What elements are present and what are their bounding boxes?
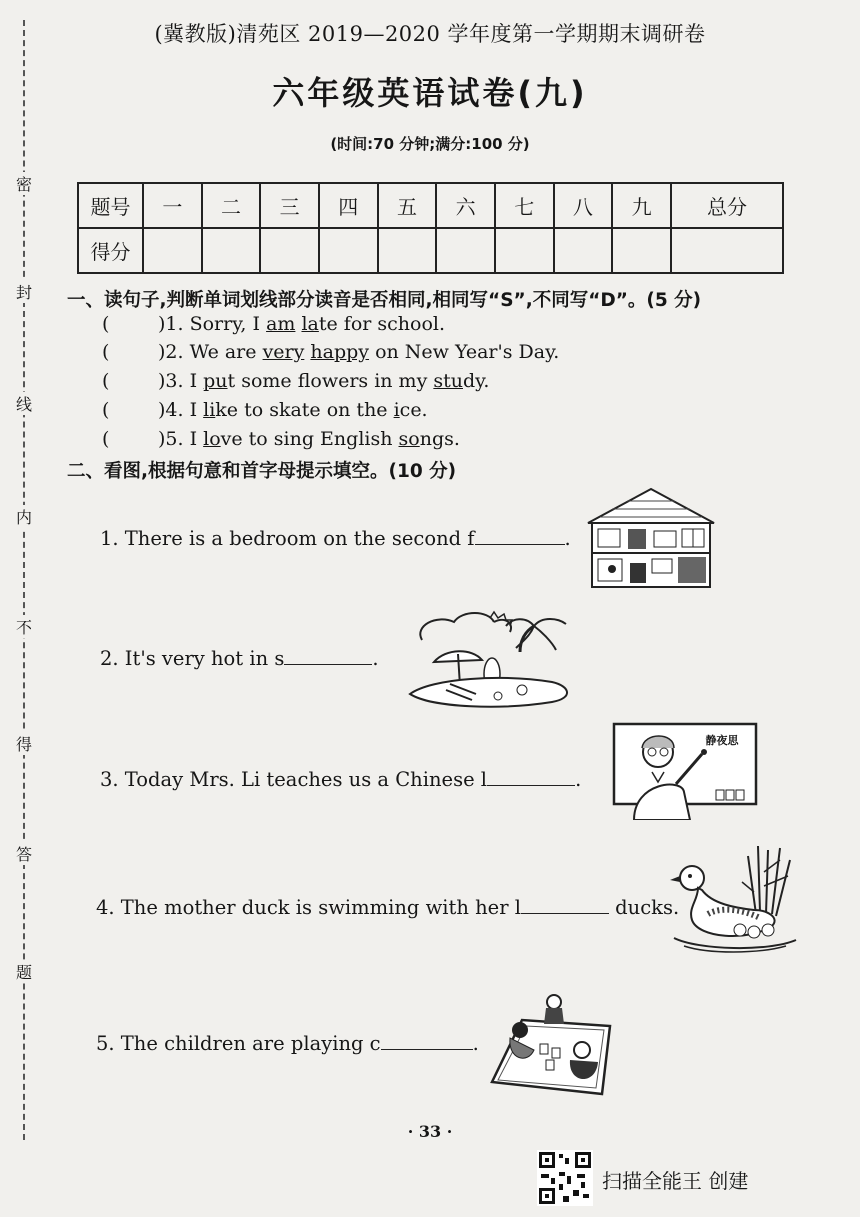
underlined-word: happy bbox=[310, 341, 370, 363]
score-cell-label: 得分 bbox=[78, 228, 143, 273]
score-input-cell[interactable] bbox=[319, 228, 378, 273]
binding-char: 得 bbox=[12, 732, 36, 755]
underlined-word: am bbox=[266, 313, 296, 335]
binding-char: 封 bbox=[12, 280, 36, 303]
children-playing-cards-image bbox=[488, 990, 612, 1098]
question-number: )2. bbox=[158, 341, 184, 363]
scanner-watermark bbox=[537, 1150, 837, 1206]
chinese-lesson-image bbox=[612, 722, 758, 820]
score-input-cell[interactable] bbox=[612, 228, 671, 273]
score-cell-header: 一 bbox=[143, 183, 202, 228]
question-text: 1. There is a bedroom on the second f bbox=[100, 527, 475, 550]
binding-char: 不 bbox=[12, 615, 36, 638]
question-text: . bbox=[472, 1032, 479, 1055]
section1-title: 一、读句子,判断单词划线部分读音是否相同,相同写“S”,不同写“D”。(5 分) bbox=[67, 290, 702, 311]
page-title: 六年级英语试卷(九) bbox=[272, 74, 588, 112]
qr-code-icon bbox=[537, 1150, 593, 1206]
board-text: 静夜思 bbox=[705, 734, 739, 747]
sentence-text: Sorry, I bbox=[189, 313, 267, 335]
answer-blank[interactable] bbox=[521, 896, 609, 914]
score-cell-header: 总分 bbox=[671, 183, 783, 228]
question-text: . bbox=[372, 647, 379, 670]
answer-paren[interactable]: ( bbox=[102, 428, 110, 450]
s1-question bbox=[102, 313, 445, 335]
fill-question bbox=[96, 896, 679, 919]
sentence-text: I bbox=[189, 399, 204, 421]
score-input-cell[interactable] bbox=[671, 228, 783, 273]
fill-question bbox=[96, 1032, 479, 1055]
question-text: 4. The mother duck is swimming with her l bbox=[96, 896, 521, 919]
score-cell-header: 七 bbox=[495, 183, 554, 228]
question-text: ducks. bbox=[608, 896, 680, 919]
question-text: 3. Today Mrs. Li teaches us a Chinese l bbox=[100, 768, 488, 791]
score-input-cell[interactable] bbox=[260, 228, 319, 273]
fill-question bbox=[100, 768, 581, 791]
sentence-text: I bbox=[189, 428, 204, 450]
score-cell-header: 六 bbox=[436, 183, 495, 228]
score-input-cell[interactable] bbox=[554, 228, 613, 273]
score-cell-header: 八 bbox=[554, 183, 613, 228]
binding-char: 答 bbox=[12, 842, 36, 865]
answer-paren[interactable]: ( bbox=[102, 341, 110, 363]
sentence-text: I bbox=[189, 370, 204, 392]
score-cell-header: 四 bbox=[319, 183, 378, 228]
question-text: 5. The children are playing c bbox=[96, 1032, 381, 1055]
answer-blank[interactable] bbox=[487, 768, 575, 786]
underlined-word: lo bbox=[203, 428, 221, 450]
answer-paren[interactable]: ( bbox=[102, 399, 110, 421]
s1-question bbox=[102, 399, 428, 421]
score-cell-header: 九 bbox=[612, 183, 671, 228]
answer-blank[interactable] bbox=[381, 1032, 473, 1050]
underlined-word: i bbox=[393, 399, 400, 421]
score-table-header-row bbox=[78, 183, 783, 228]
house-floors-image bbox=[582, 485, 720, 591]
question-text: . bbox=[575, 768, 582, 791]
sentence-text: te for school. bbox=[318, 313, 446, 335]
score-table-score-row bbox=[78, 228, 783, 273]
s1-question bbox=[102, 370, 489, 392]
section2-title: 二、看图,根据句意和首字母提示填空。(10 分) bbox=[67, 461, 457, 482]
sentence-text: dy. bbox=[462, 370, 490, 392]
binding-char: 题 bbox=[12, 960, 36, 983]
score-input-cell[interactable] bbox=[378, 228, 437, 273]
sentence-text: on New Year's Day. bbox=[369, 341, 560, 363]
s1-question bbox=[102, 341, 559, 363]
beach-island-image bbox=[402, 602, 582, 710]
answer-paren[interactable]: ( bbox=[102, 313, 110, 335]
score-table bbox=[77, 182, 784, 274]
exam-info: (冀教版)清苑区 2019—2020 学年度第一学期期末调研卷 bbox=[154, 22, 706, 46]
answer-paren[interactable]: ( bbox=[102, 370, 110, 392]
sentence-text: We are bbox=[189, 341, 263, 363]
score-input-cell[interactable] bbox=[495, 228, 554, 273]
s1-question bbox=[102, 428, 460, 450]
sentence-text: ngs. bbox=[419, 428, 460, 450]
sentence-text: ve to sing English bbox=[220, 428, 399, 450]
underlined-word: pu bbox=[203, 370, 228, 392]
question-text: . bbox=[564, 527, 571, 550]
score-input-cell[interactable] bbox=[143, 228, 202, 273]
underlined-word: stu bbox=[433, 370, 463, 392]
binding-char: 内 bbox=[12, 505, 36, 528]
binding-char: 线 bbox=[12, 392, 36, 415]
sentence-text: ce. bbox=[399, 399, 428, 421]
score-cell-header: 二 bbox=[202, 183, 261, 228]
sentence-text: t some flowers in my bbox=[227, 370, 434, 392]
question-number: )4. bbox=[158, 399, 184, 421]
duck-ducklings-image bbox=[668, 842, 800, 954]
underlined-word: very bbox=[262, 341, 305, 363]
underlined-word: li bbox=[203, 399, 216, 421]
question-number: )1. bbox=[158, 313, 184, 335]
binding-margin bbox=[10, 0, 38, 1150]
score-input-cell[interactable] bbox=[436, 228, 495, 273]
binding-char: 密 bbox=[12, 172, 36, 195]
watermark-text: 扫描全能王 创建 bbox=[602, 1169, 749, 1193]
sentence-text: ke to skate on the bbox=[215, 399, 394, 421]
score-input-cell[interactable] bbox=[202, 228, 261, 273]
answer-blank[interactable] bbox=[284, 647, 372, 665]
fill-question bbox=[100, 527, 571, 550]
underlined-word: la bbox=[301, 313, 319, 335]
page-number: · 33 · bbox=[407, 1122, 453, 1141]
score-cell-header: 三 bbox=[260, 183, 319, 228]
score-cell-header: 五 bbox=[378, 183, 437, 228]
fill-question bbox=[100, 647, 379, 670]
exam-time-score: (时间:70 分钟;满分:100 分) bbox=[330, 135, 530, 153]
question-number: )5. bbox=[158, 428, 184, 450]
answer-blank[interactable] bbox=[475, 527, 565, 545]
underlined-word: so bbox=[398, 428, 420, 450]
score-cell-label: 题号 bbox=[78, 183, 143, 228]
question-text: 2. It's very hot in s bbox=[100, 647, 285, 670]
question-number: )3. bbox=[158, 370, 184, 392]
